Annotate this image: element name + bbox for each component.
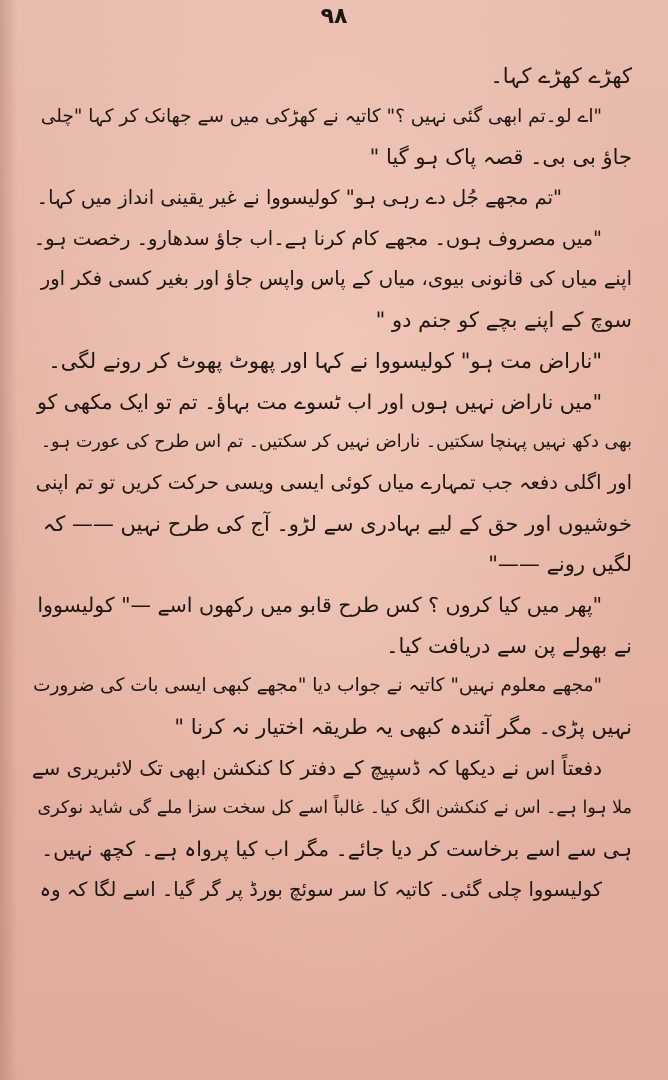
page-number: ۹۸: [320, 4, 348, 29]
text-line: "میں ناراض نہیں ہوں اور اب ٹسوے مت بہاؤ۔ تم تو ایک مکھی کو: [36, 389, 602, 414]
body-text: [30, 56, 632, 910]
text-line: "مجھے معلوم نہیں" کاتیہ نے جواب دیا "مجھے کبھی ایسی بات کی ضرورت: [33, 675, 602, 697]
text-line: سوچ کے اپنے بچے کو جنم دو ": [375, 308, 632, 333]
text-line: "ناراض مت ہو" کولیسووا نے کہا اور پھوٹ پھوٹ کر رونے لگی۔: [48, 348, 602, 373]
text-line: نہیں پڑی۔ مگر آئندہ کبھی یہ طریقہ اختیار نہ کرنا ": [174, 715, 632, 739]
text-line: "پھر میں کیا کروں ؟ کس طرح قابو میں رکھوں اسے —" کولیسووا: [37, 592, 602, 617]
text-line: بھی دکھ نہیں پہنچا سکتیں۔ ناراض نہیں کر سکتیں۔ تم اس طرح کی عورت ہو۔: [40, 432, 632, 453]
text-line: کولیسووا چلی گئی۔ کاتیہ کا سر سوئچ بورڈ پر گر گیا۔ اسے لگا کہ وہ: [39, 877, 602, 901]
text-line: کھڑے کھڑے کہا۔: [490, 64, 632, 88]
text-line: خوشیوں اور حق کے لیے بہادری سے لڑو۔ آج کی طرح نہیں —— کہ: [42, 511, 632, 536]
page-edge-shadow: [0, 0, 18, 1080]
text-line: اپنے میاں کی قانونی بیوی، میاں کے پاس واپس جاؤ اور بغیر کسی فکر اور: [40, 267, 632, 291]
text-line: ملا ہوا ہے۔ اس نے کنکشن الگ کیا۔ غالباً اسے کل سخت سزا ملے گی شاید نوکری: [37, 798, 632, 819]
text-line: "اے لو۔تم ابھی گئی نہیں ؟" کاتیہ نے کھڑکی میں سے جھانک کر کہا "چلی: [40, 105, 602, 127]
text-line: "میں مصروف ہوں۔ مجھے کام کرنا ہے۔اب جاؤ سدھارو۔ رخصت ہو۔: [33, 226, 602, 250]
text-line: "تم مجھے جُل دے رہی ہو" کولیسووا نے غیر یقینی انداز میں کہا۔: [36, 186, 562, 210]
text-line: دفعتاً اس نے دیکھا کہ ڈسپیچ کے دفتر کا کنکشن ابھی تک لائبریری سے: [31, 755, 602, 780]
text-line: ہی سے اسے برخاست کر دیا جائے۔ مگر اب کیا پرواہ ہے۔ کچھ نہیں۔: [41, 837, 632, 862]
text-line: نے بھولے پن سے دریافت کیا۔: [386, 633, 632, 658]
text-line: جاؤ بی بی۔ قصہ پاک ہو گیا ": [369, 145, 632, 170]
text-line: اور اگلی دفعہ جب تمہارے میاں کوئی ایسی ویسی حرکت کریں تو تم اپنی: [35, 470, 632, 494]
text-line: لگیں رونے ——": [488, 552, 632, 577]
